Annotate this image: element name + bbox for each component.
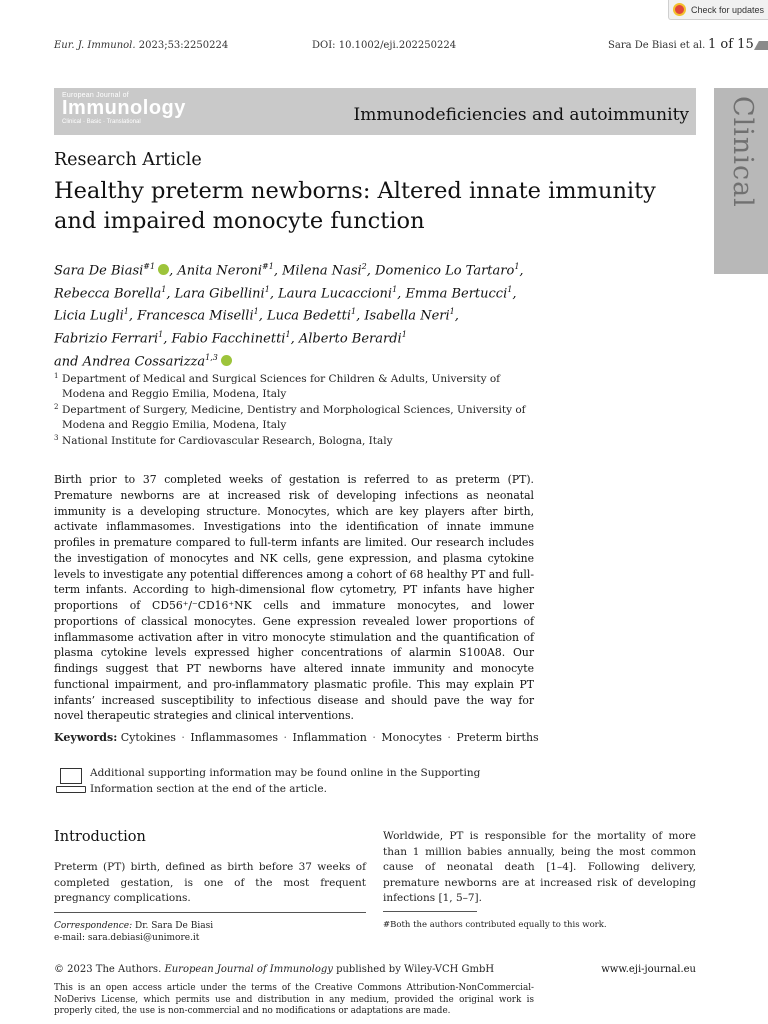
- author-affiliation-mark: 1,3: [205, 352, 218, 362]
- author-name[interactable]: Isabella Neri: [364, 308, 450, 324]
- author-list: [54, 258, 614, 371]
- section-title: Immunodeficiencies and autoimmunity: [353, 105, 689, 125]
- category-side-tab: Clinical: [714, 88, 768, 274]
- keyword-item: Preterm births: [456, 731, 539, 744]
- journal-logo: European Journal of Immunology Clinical · Basic · Translational: [62, 92, 186, 125]
- affiliation-item: 3 National Institute for Cardiovascular Research, Bologna, Italy: [54, 433, 393, 447]
- author-name[interactable]: Rebecca Borella: [54, 285, 162, 301]
- check-for-updates-label: Check for updates: [691, 4, 765, 15]
- author-name[interactable]: Francesca Miselli: [137, 308, 254, 324]
- article-title: Healthy preterm newborns: Altered innate immunity and impaired monocyte function: [54, 178, 656, 234]
- author-affiliation-mark: 1: [351, 307, 357, 317]
- orcid-icon[interactable]: [221, 355, 232, 366]
- orcid-icon[interactable]: [158, 264, 169, 275]
- keywords: Keywords: Cytokines · Inflammasomes · Inflammation · Monocytes · Preterm births: [54, 731, 539, 744]
- laptop-icon: [56, 768, 86, 794]
- supporting-information-text: Additional supporting information may be found online in the Supporting Information section at the end of the article.: [90, 767, 481, 795]
- keyword-item: Monocytes: [381, 731, 442, 744]
- author-affiliation-mark: #1: [143, 262, 156, 271]
- page-tab-marker: [754, 41, 768, 50]
- doi[interactable]: DOI: 10.1002/eji.202250224: [312, 40, 457, 51]
- correspondence: Correspondence: Dr. Sara De Biasi e-mail: sara.debiasi@unimore.it: [54, 921, 214, 943]
- author-line: Sara De Biasi$^{\#1}$ , Anita Neroni$^{\#1}$, Milena Nasi$^2$, Domenico Lo Tartaro$^1$,: [54, 262, 524, 279]
- keyword-separator: ·: [181, 731, 185, 744]
- license-text: This is an open access article under the terms of the Creative Commons Attribution-NonCommercial-NoDerivs License, which permits use and distribution in any medium, provided the original work is properly cited, the use is non-commercial and no modifications or adaptations are made.: [54, 983, 534, 1016]
- author-affiliation-mark: 1: [514, 262, 520, 271]
- author-affiliation-mark: 1: [123, 307, 129, 317]
- author-affiliation-mark: 1: [285, 329, 291, 339]
- author-name[interactable]: Luca Bedetti: [267, 308, 352, 324]
- author-affiliation-mark: 1: [392, 284, 398, 294]
- author-affiliation-mark: 1: [264, 284, 270, 294]
- keyword-item: Inflammation: [292, 731, 367, 744]
- author-affiliation-mark: 1: [507, 284, 513, 294]
- author-name[interactable]: Laura Lucaccioni: [278, 285, 393, 301]
- author-name[interactable]: Alberto Berardi: [298, 331, 402, 347]
- affiliation-list: [54, 372, 534, 449]
- author-line: Licia Lugli$^1$, Francesca Miselli$^1$, Luca Bedetti$^1$, Isabella Neri$^1$,: [54, 307, 459, 324]
- introduction-heading: Introduction: [54, 829, 146, 845]
- author-name[interactable]: Licia Lugli: [54, 308, 124, 324]
- journal-banner: [54, 88, 696, 135]
- author-name[interactable]: Sara De Biasi: [54, 263, 144, 279]
- author-line: Rebecca Borella$^1$, Lara Gibellini$^1$, Laura Lucaccioni$^1$, Emma Bertucci$^1$,: [54, 284, 517, 301]
- affiliation-item: 1 Department of Medical and Surgical Sciences for Children & Adults, University of Modena and Reggio Emilia, Modena, Italy: [54, 372, 501, 401]
- author-affiliation-mark: 1: [161, 284, 167, 294]
- copyright: © 2023 The Authors. European Journal of Immunology published by Wiley-VCH GmbH: [54, 964, 495, 975]
- running-head: [54, 38, 768, 54]
- page-number: 1 of 15: [708, 37, 754, 52]
- author-name[interactable]: Milena Nasi: [282, 263, 362, 279]
- keyword-item: Cytokines: [120, 731, 176, 744]
- author-name[interactable]: Lara Gibellini: [174, 285, 265, 301]
- footnote-rule: [54, 912, 366, 913]
- keyword-separator: ·: [447, 731, 451, 744]
- running-author: Sara De Biasi et al.: [608, 40, 706, 51]
- author-affiliation-mark: 1: [253, 307, 259, 317]
- article-type: Research Article: [54, 150, 202, 170]
- author-affiliation-mark: 1: [401, 329, 407, 339]
- author-line: Fabrizio Ferrari$^1$, Fabio Facchinetti$^1$, Alberto Berardi$^1$: [54, 329, 407, 347]
- keyword-separator: ·: [283, 731, 287, 744]
- author-name[interactable]: Anita Neroni: [177, 263, 263, 279]
- keyword-separator: ·: [372, 731, 376, 744]
- author-name[interactable]: Domenico Lo Tartaro: [375, 263, 515, 279]
- keyword-item: Inflammasomes: [190, 731, 278, 744]
- introduction-text-right: Worldwide, PT is responsible for the mortality of more than 1 million babies annually, being the most common cause of neonatal death [1–4]. Following delivery, premature newborns are at increased risk of developing infections [1, 5–7].: [383, 830, 696, 904]
- introduction-text-left: Preterm (PT) birth, defined as birth before 37 weeks of completed gestation, is one of the most frequent pregnancy complications.: [54, 861, 366, 904]
- supporting-information[interactable]: [54, 766, 534, 798]
- author-affiliation-mark: 2: [361, 262, 367, 271]
- affiliation-item: 2 Department of Surgery, Medicine, Dentistry and Morphological Sciences, University of Modena and Reggio Emilia, Modena, Italy: [54, 402, 526, 432]
- author-affiliation-mark: 1: [449, 307, 455, 317]
- author-line: [54, 349, 614, 372]
- equal-contribution-footnote: #Both the authors contributed equally to this work.: [383, 920, 607, 930]
- author-name[interactable]: and Andrea Cossarizza: [54, 353, 206, 369]
- crossmark-icon: [673, 3, 686, 16]
- author-affiliation-mark: #1: [262, 262, 274, 271]
- journal-website-link[interactable]: www.eji-journal.eu: [601, 964, 696, 975]
- abstract: Birth prior to 37 completed weeks of gestation is referred to as preterm (PT). Premature newborns are at increased risk of developing infections as neonatal immunity is a developing structure. Monocytes, which are key players after birth, activate inflammasomes. Investigations into the identification of innate immune profiles in premature compared to full-term infants are limited. Our research includes the investigation of monocytes and NK cells, gene expression, and plasma cytokine levels to investigate any potential differences among a cohort of 68 healthy PT and full-term infants. According to high-dimensional flow cytometry, PT infants have higher proportions of CD56⁺/⁻CD16⁺NK cells and immature monocytes, and lower proportions of classical monocytes. Gene expression revealed lower proportions of inflammasome activation after in vitro monocyte stimulation and the quantification of plasma cytokine levels expressed higher concentrations of alarmin S100A8. Our findings suggest that PT newborns have altered innate immunity and monocyte functional impairment, and pro-inflammatory plasmatic profile. This may explain PT infants’ increased susceptibility to infectious disease and should pave the way for novel therapeutic strategies and clinical interventions.: [54, 473, 534, 723]
- author-affiliation-mark: 1: [158, 329, 164, 339]
- journal-citation: Eur. J. Immunol. 2023;53:2250224: [54, 40, 229, 51]
- correspondence-email[interactable]: e-mail: sara.debiasi@unimore.it: [54, 933, 200, 943]
- author-name[interactable]: Emma Bertucci: [405, 285, 508, 301]
- author-name[interactable]: Fabrizio Ferrari: [54, 331, 159, 347]
- check-for-updates-button[interactable]: [668, 0, 768, 20]
- footnote-rule: [383, 911, 477, 912]
- author-name[interactable]: Fabio Facchinetti: [171, 331, 286, 347]
